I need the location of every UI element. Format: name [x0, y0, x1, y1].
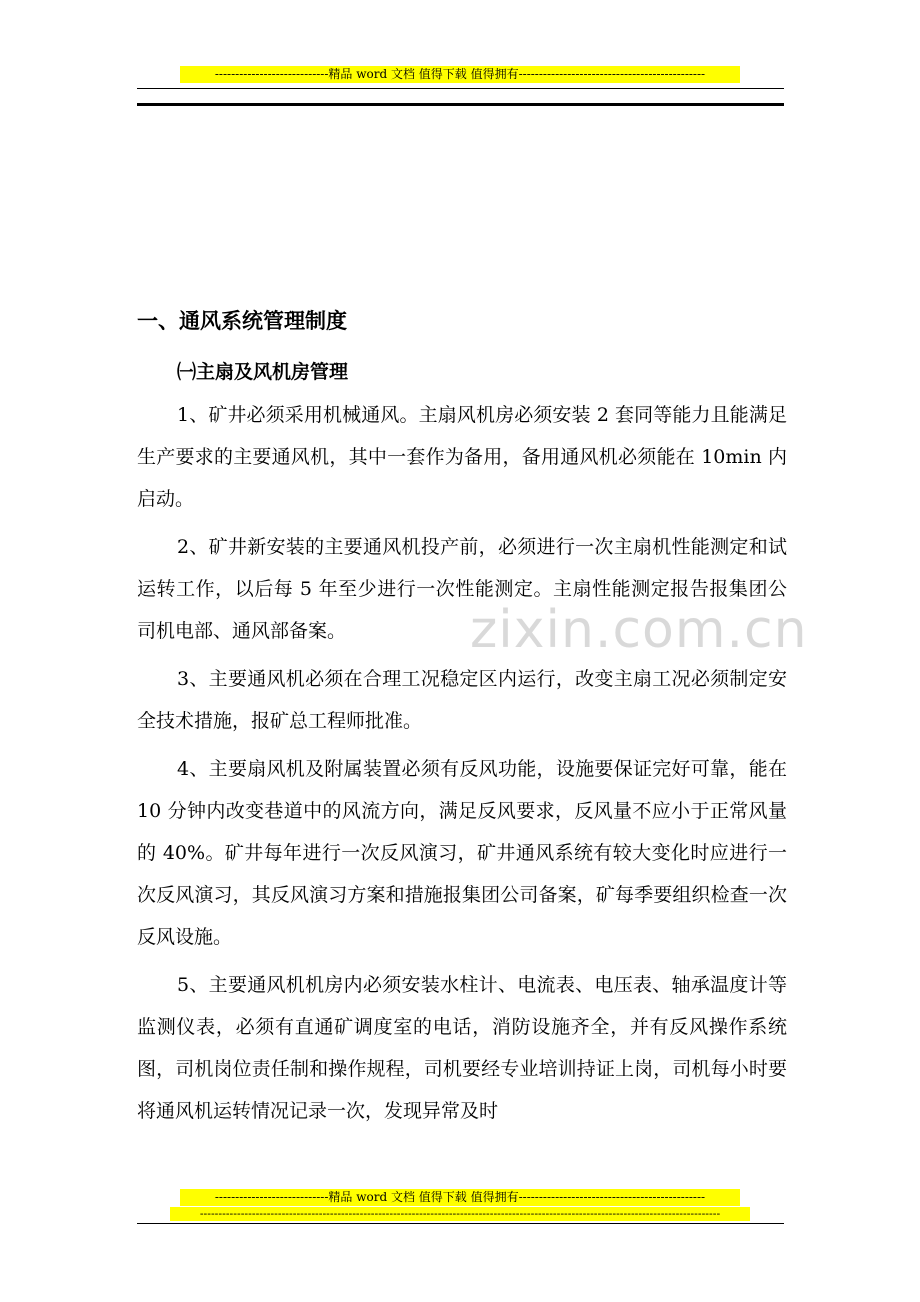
footer-banner-dashes: -------------------------------------------------------------------------------------------------------------------------------------------- — [170, 1207, 750, 1221]
footer-rule — [137, 1223, 784, 1224]
paragraph-2: 2、矿井新安装的主要通风机投产前，必须进行一次主扇机性能测定和试运转工作，以后每 5 年至少进行一次性能测定。主扇性能测定报告报集团公司机电部、通风部备案。 — [137, 536, 787, 642]
document-body — [137, 300, 787, 1132]
paragraph-4: 4、主要扇风机及附属装置必须有反风功能，设施要保证完好可靠，能在 10 分钟内改变巷道中的风流方向，满足反风要求，反风量不应小于正常风量的 40%。矿井每年进行一次反风演习，矿井通风系统有较大变化时应进行一次反风演习，其反风演习方案和措施报集团公司备案，矿每季要组织检查一次反风设施。 — [137, 758, 787, 948]
paragraph-5: 5、主要通风机机房内必须安装水柱计、电流表、电压表、轴承温度计等监测仪表，必须有直通矿调度室的电话，消防设施齐全，并有反风操作系统图，司机岗位责任制和操作规程，司机要经专业培训持证上岗，司机每小时要将通风机运转情况记录一次，发现异常及时 — [137, 974, 787, 1122]
section-title: 一、通风系统管理制度 — [137, 309, 347, 333]
footer-banner: ----------------------------精品 word 文档 值得下载 值得拥有---------------------------------------------- — [180, 1189, 740, 1206]
subsection-title: ㈠主扇及风机房管理 — [177, 361, 349, 383]
paragraph-1: 1、矿井必须采用机械通风。主扇风机房必须安装 2 套同等能力且能满足生产要求的主要通风机，其中一套作为备用，备用通风机必须能在 10min 内启动。 — [137, 404, 787, 510]
watermark-text: zixin.com.cn — [470, 600, 808, 660]
header-rule-thick — [137, 103, 784, 106]
header-banner: ----------------------------精品 word 文档 值得下载 值得拥有---------------------------------------------- — [180, 66, 740, 83]
header-rule-thin — [137, 88, 784, 89]
paragraph-3: 3、主要通风机必须在合理工况稳定区内运行，改变主扇工况必须制定安全技术措施，报矿总工程师批准。 — [137, 668, 787, 732]
